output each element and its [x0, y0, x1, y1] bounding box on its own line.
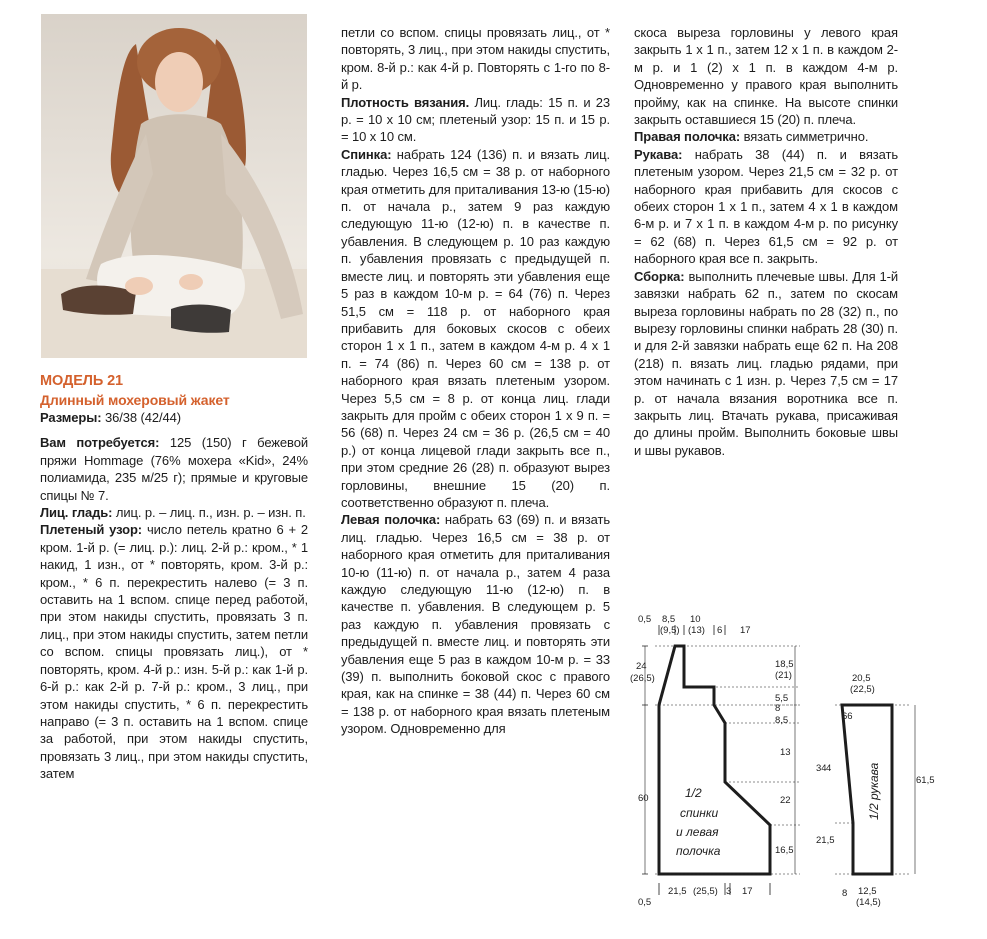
braid-text: число петель кратно 6 + 2 кром. 1-й р. (= лиц. р.): лиц. 2-й р.: кром., * 1 накид, 1 изн., от * повторять, кром. 3-й р.: кром., * 6 п. перекрестить налево (= 3 п. оставить на 1 вспом. спице перед работой, при этом накиды спустить, провязать 3 п. лиц., при этом накиды спустить, затем петли со вспом. спицы провязать лиц.), от * повторять, кром. 4-й р.: изн. 5-й р.: как 1-й р. 6-й р.: как 2-й р. 7-й р.: кром., 3 лиц., при этом накиды спустить, * 6 п. перекрестить направо (= 3 п. оставить на 1 вспом. спице за работой, при этом накиды спустить, провязать 3 лиц., при этом накиды спустить, затем	[40, 522, 308, 782]
dim-bottom-17: 17	[742, 886, 753, 897]
body-label-line2: спинки	[680, 806, 719, 820]
sizes-label: Размеры:	[40, 410, 102, 425]
text-column-2	[341, 24, 610, 738]
dim-right-18-5: 18,5	[775, 659, 794, 670]
stockinette-paragraph	[40, 504, 308, 521]
right-front-text: вязать симметрично.	[740, 129, 869, 145]
dim-sleeve-20-5: 20,5	[852, 673, 871, 684]
sleeves-paragraph	[634, 146, 898, 268]
dim-top-10: 10	[690, 614, 701, 625]
body-label-line4: полочка	[676, 844, 721, 858]
body-label-line1: 1/2	[685, 786, 702, 800]
stockinette-label: Лиц. гладь:	[40, 505, 113, 521]
dim-right-13: 13	[780, 747, 791, 758]
back-text: набрать 124 (136) п. и вязать лиц. гладью. Через 16,5 см = 38 р. от наборного края отметить для приталивания 13-ю (15-ю) п. от начала р., затем 9 раз каждую следующую 11-ю (12-ю) п. в качестве п. убавления. В следующем р. 10 раз каждую п. убавления провязать с предыдущей п. вместе лиц. и повторять эти убавления еще 5 раз в каждом 10-м р. = 64 (76) п. Через 51,5 см = 118 р. от наборного края прибавить для боковых скосов с обеих сторон 1 х 1 п., затем в каждом 4-м р. 4 х 1 п. = 74 (86) п. Через 60 см = 138 р. от наборного края вязать плетеным узором. Через 5,5 см = 8 р. от конца лиц. глади закрыть для пройм с обеих сторон 1 х 9 п. = 56 (68) п. Через 24 см = 36 р. (26,5 см = 40 р.) от конца лицевой глади закрыть все п., при этом средние 26 (28) п. образуют вырез горловины, внешние 15 (20) п. соответственно образуют п. плеча.	[341, 146, 610, 510]
dim-sleeve-4: 4	[826, 763, 832, 774]
model-number: МОДЕЛЬ 21	[40, 373, 124, 389]
text-column-3	[634, 24, 898, 459]
materials-text: 125 (150) г бежевой пряжи Hommage (76% мохера «Kid», 24% полиамида, 235 м/25 г); прямые и круговые спицы № 7.	[40, 435, 308, 503]
model-photo	[41, 14, 307, 358]
dim-left-24: 24	[636, 661, 647, 672]
dim-left-60: 60	[638, 793, 649, 804]
dim-top-6: 6	[717, 625, 723, 636]
sleeves-text: набрать 38 (44) п. и вязать плетеным узором. Через 21,5 см = 32 р. от наборного края прибавить для скосов с обеих сторон 1 х 1 п., затем 4 х 1 в каждом 6-м р. и 7 х 1 п. в каждом 4-м р. по рисунку = 62 (68) п. Через 61,5 см = 92 р. от наборного края все п. закрыть.	[634, 146, 898, 267]
sleeves-label: Рукава:	[634, 146, 683, 162]
dim-right-16-5: 16,5	[775, 845, 794, 856]
model-title: Длинный мохеровый жакет	[40, 392, 230, 408]
sizes-line	[40, 409, 308, 426]
dim-bottom-21-5: 21,5	[668, 886, 687, 897]
dim-left-26-5: (26,5)	[630, 673, 655, 684]
dim-right-8-5: 8,5	[775, 715, 789, 726]
braid-paragraph	[40, 521, 308, 782]
stockinette-text: лиц. р. – лиц. п., изн. р. – изн. п.	[112, 505, 306, 521]
dim-top-8-5: 8,5	[662, 614, 676, 625]
dim-sleeve-12-5: 12,5	[858, 886, 877, 897]
density-label: Плотность вязания.	[341, 94, 470, 110]
dim-right-21: (21)	[775, 670, 792, 681]
back-label: Спинка:	[341, 146, 392, 162]
dim-top-13: (13)	[688, 625, 705, 636]
text-column-1	[40, 372, 308, 783]
pattern-diagram	[630, 605, 935, 910]
left-front-text: набрать 63 (69) п. и вязать лиц. гладью. Через 16,5 см = 38 р. от наборного края отметить для приталивания 10-ю (11-ю) п. от начала р., затем 4 раза каждую следующую 11-ю (12-ю) п. в качестве п. убавления. В следующем р. 5 раз каждую п. убавления провязать с предыдущей п. вместе лиц. и повторять эти убавления еще 5 раз в каждом 10-м р. = 33 (39) п. выполнить боковой скос с правого края, как на спинке = 38 (44) п. Через 60 см = 138 р. от наборного края вязать плетеным узором. Одновременно для	[341, 512, 610, 737]
braid-label: Плетеный узор:	[40, 522, 143, 538]
assembly-text: выполнить плечевые швы. Для 1-й завязки набрать 62 п., затем по скосам выреза горловины набрать по 28 (32) п., по вырезу горловины спинки набрать 28 (30) п. и для 2-й завязки набрать еще 62 п. На 208 (218) п. вязать лиц. гладью рядами, при этом начинать с 1 изн. р. Через 7,5 см = 17 р. от начала вязания воротника все п. закрыть лиц. Втачать рукава, присаживая до длины пройм. Выполнить боковые швы и швы рукавов.	[634, 268, 898, 458]
density-paragraph	[341, 94, 610, 146]
woman-sitting-image	[41, 14, 307, 358]
back-paragraph	[341, 146, 610, 512]
pattern-schematic	[630, 605, 935, 910]
sleeve-label: 1/2 рукава	[867, 762, 881, 820]
dim-sleeve-8: 8	[842, 888, 848, 899]
dim-sleeve-66: 66	[842, 711, 853, 722]
body-label-line3: и левая	[676, 825, 719, 839]
left-front-paragraph	[341, 511, 610, 737]
dim-sleeve-61-5: 61,5	[916, 775, 935, 786]
braid-continued: петли со вспом. спицы провязать лиц., от * повторять, 3 лиц., при этом накиды спустить, кром. 8-й р.: как 4-й р. Повторять с 1-го по 8-й р.	[341, 25, 610, 93]
dim-sleeve-22-5: (22,5)	[850, 684, 875, 695]
dim-top-9-5: (9,5)	[660, 625, 680, 636]
dim-sleeve-14-5: (14,5)	[856, 897, 881, 908]
materials-label: Вам потребуется:	[40, 435, 160, 451]
dim-right-8: 8	[775, 703, 781, 714]
assembly-paragraph	[634, 268, 898, 459]
right-front-label: Правая полочка:	[634, 129, 741, 145]
assembly-label: Сборка:	[634, 268, 685, 284]
dim-sleeve-34: 34	[816, 763, 827, 774]
dim-top-17: 17	[740, 625, 751, 636]
left-front-continued: скоса выреза горловины у левого края закрыть 1 х 1 п., затем 12 х 1 п. в каждом 2-м р. и 1 (2) х 1 п. в каждом 4-м р. Одновременно у правого края выполнить пройму, как на спинке. На высоте спинки закрыть оставшиеся 15 (20) п. плеча.	[634, 25, 898, 128]
dim-bottom-25-5: (25,5)	[693, 886, 718, 897]
dim-top-0-5: 0,5	[638, 614, 652, 625]
density-text: Лиц. гладь: 15 п. и 23 р. = 10 х 10 см; плетеный узор: 15 п. и 15 р. = 10 х 10 см.	[341, 94, 611, 145]
left-front-label: Левая полочка:	[341, 512, 441, 528]
dim-sleeve-21-5: 21,5	[816, 835, 835, 846]
right-front-paragraph	[634, 128, 898, 145]
dim-bottom-3: 3	[726, 886, 732, 897]
dim-right-5-5: 5,5	[775, 693, 789, 704]
sizes-value: 36/38 (42/44)	[101, 410, 181, 425]
materials-paragraph	[40, 434, 308, 504]
dim-right-22: 22	[780, 795, 791, 806]
body-outline	[659, 646, 770, 874]
dim-bottom-0-5: 0,5	[638, 897, 652, 908]
